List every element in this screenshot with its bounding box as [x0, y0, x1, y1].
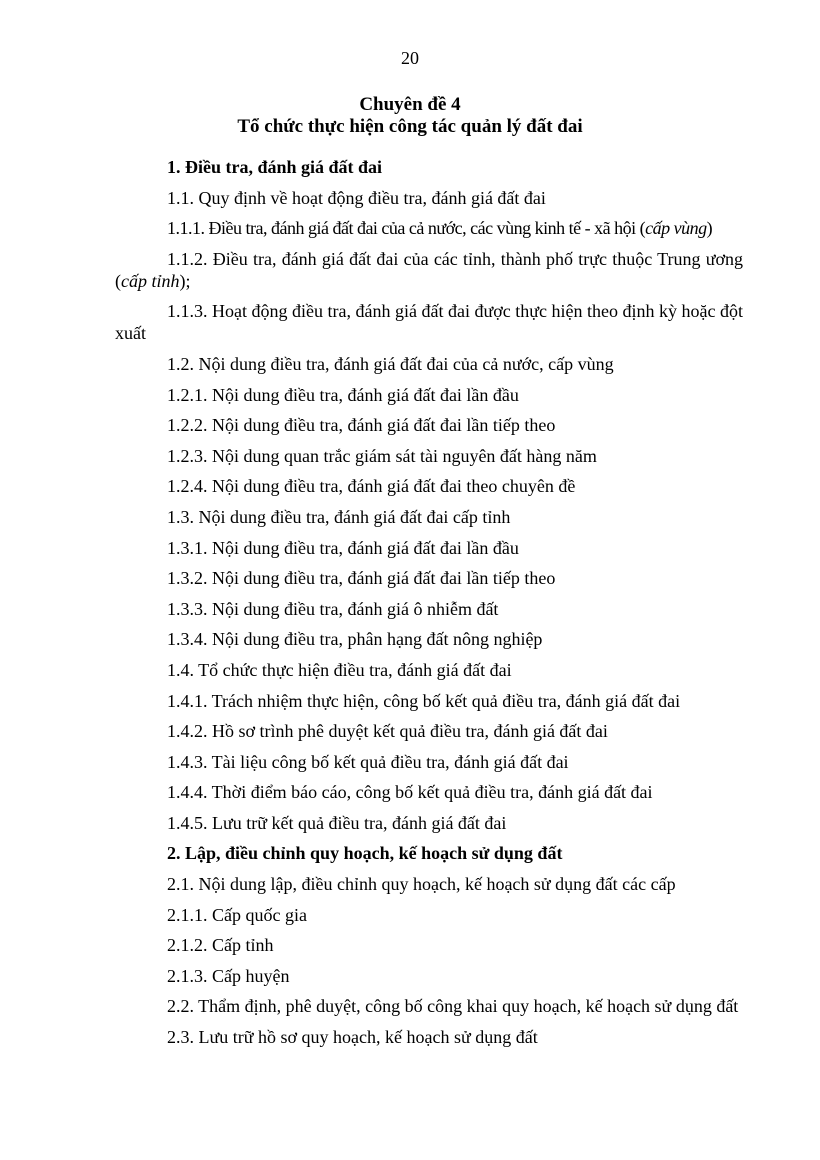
item-text: 1.4.5. Lưu trữ kết quả điều tra, đánh giá đất đai [167, 812, 507, 833]
item-text: 1.3.3. Nội dung điều tra, đánh giá ô nhiễm đất [167, 598, 499, 619]
item-text: 2.3. Lưu trữ hồ sơ quy hoạch, kế hoạch sử dụng đất [167, 1027, 538, 1048]
item-text: 2.1. Nội dung lập, điều chỉnh quy hoạch, kế hoạch sử dụng đất các cấp [167, 874, 676, 895]
outline-item [115, 628, 743, 650]
item-text: 1.3.2. Nội dung điều tra, đánh giá đất đai lần tiếp theo [167, 568, 556, 589]
item-text: 1.1.2. Điều tra, đánh giá đất đai của các tỉnh, thành phố trực thuộc Trung ương ( [115, 248, 743, 291]
outline-item [115, 598, 743, 620]
outline-item [115, 353, 743, 375]
outline-item [115, 248, 743, 292]
outline-item [115, 781, 743, 803]
outline-item [115, 506, 743, 528]
outline-item [115, 187, 743, 209]
outline-item [115, 690, 743, 712]
outline-item [115, 567, 743, 589]
item-text: 1. Điều tra, đánh giá đất đai [167, 157, 383, 177]
item-trailing-text: ); [179, 270, 191, 291]
outline-item [115, 965, 743, 987]
outline-item [115, 445, 743, 467]
outline-item [115, 995, 743, 1017]
item-trailing-text: ) [706, 218, 713, 239]
outline-item [115, 300, 743, 344]
item-text: 2.1.3. Cấp huyện [167, 965, 290, 986]
outline-item [115, 934, 743, 956]
outline-item [115, 1026, 743, 1048]
item-text: 1.4. Tổ chức thực hiện điều tra, đánh giá đất đai [167, 659, 512, 680]
outline-item [115, 384, 743, 406]
item-text: 1.4.4. Thời điểm báo cáo, công bố kết quả điều tra, đánh giá đất đai [167, 782, 653, 803]
outline-item [115, 812, 743, 834]
item-text: 2.1.2. Cấp tỉnh [167, 935, 274, 956]
page-number: 20 [401, 48, 419, 68]
item-text: 1.3.1. Nội dung điều tra, đánh giá đất đai lần đầu [167, 537, 519, 558]
item-text: 1.1. Quy định về hoạt động điều tra, đánh giá đất đai [167, 187, 546, 208]
item-text: 1.4.1. Trách nhiệm thực hiện, công bố kết quả điều tra, đánh giá đất đai [167, 690, 681, 711]
outline-item [115, 475, 743, 497]
outline-item [115, 537, 743, 559]
item-text: 2. Lập, điều chỉnh quy hoạch, kế hoạch sử dụng đất [167, 843, 563, 864]
outline-item [115, 414, 743, 436]
chapter-title: Chuyên đề 4 [359, 94, 461, 115]
outline-item [115, 720, 743, 742]
item-text: 1.2.3. Nội dung quan trắc giám sát tài nguyên đất hàng năm [167, 445, 597, 466]
item-text: 1.2.1. Nội dung điều tra, đánh giá đất đai lần đầu [167, 384, 519, 405]
document-body [115, 156, 743, 1057]
item-italic-text: cấp vùng [645, 218, 707, 239]
item-text: 1.1.1. Điều tra, đánh giá đất đai của cả nước, các vùng kinh tế - xã hội ( [167, 218, 646, 239]
chapter-subtitle: Tổ chức thực hiện công tác quản lý đất đai [237, 116, 583, 137]
item-text: 1.3. Nội dung điều tra, đánh giá đất đai cấp tỉnh [167, 506, 511, 527]
section-heading [115, 842, 743, 864]
item-text: 2.1.1. Cấp quốc gia [167, 904, 307, 925]
outline-item [115, 659, 743, 681]
outline-item [115, 217, 743, 239]
item-text: 1.2. Nội dung điều tra, đánh giá đất đai của cả nước, cấp vùng [167, 353, 614, 374]
item-text: 1.3.4. Nội dung điều tra, phân hạng đất nông nghiệp [167, 629, 543, 650]
outline-item [115, 904, 743, 926]
item-text: 1.4.3. Tài liệu công bố kết quả điều tra, đánh giá đất đai [167, 751, 569, 772]
outline-item [115, 751, 743, 773]
item-text: 1.4.2. Hồ sơ trình phê duyệt kết quả điều tra, đánh giá đất đai [167, 721, 608, 742]
outline-item [115, 873, 743, 895]
item-text: 1.2.4. Nội dung điều tra, đánh giá đất đai theo chuyên đề [167, 476, 576, 497]
item-italic-text: cấp tỉnh [121, 270, 180, 291]
item-text: 1.1.3. Hoạt động điều tra, đánh giá đất đai được thực hiện theo định kỳ hoặc đột xuất [115, 301, 743, 344]
item-text: 1.2.2. Nội dung điều tra, đánh giá đất đai lần tiếp theo [167, 415, 556, 436]
item-text: 2.2. Thẩm định, phê duyệt, công bố công khai quy hoạch, kế hoạch sử dụng đất [167, 996, 739, 1017]
section-heading [115, 156, 743, 178]
